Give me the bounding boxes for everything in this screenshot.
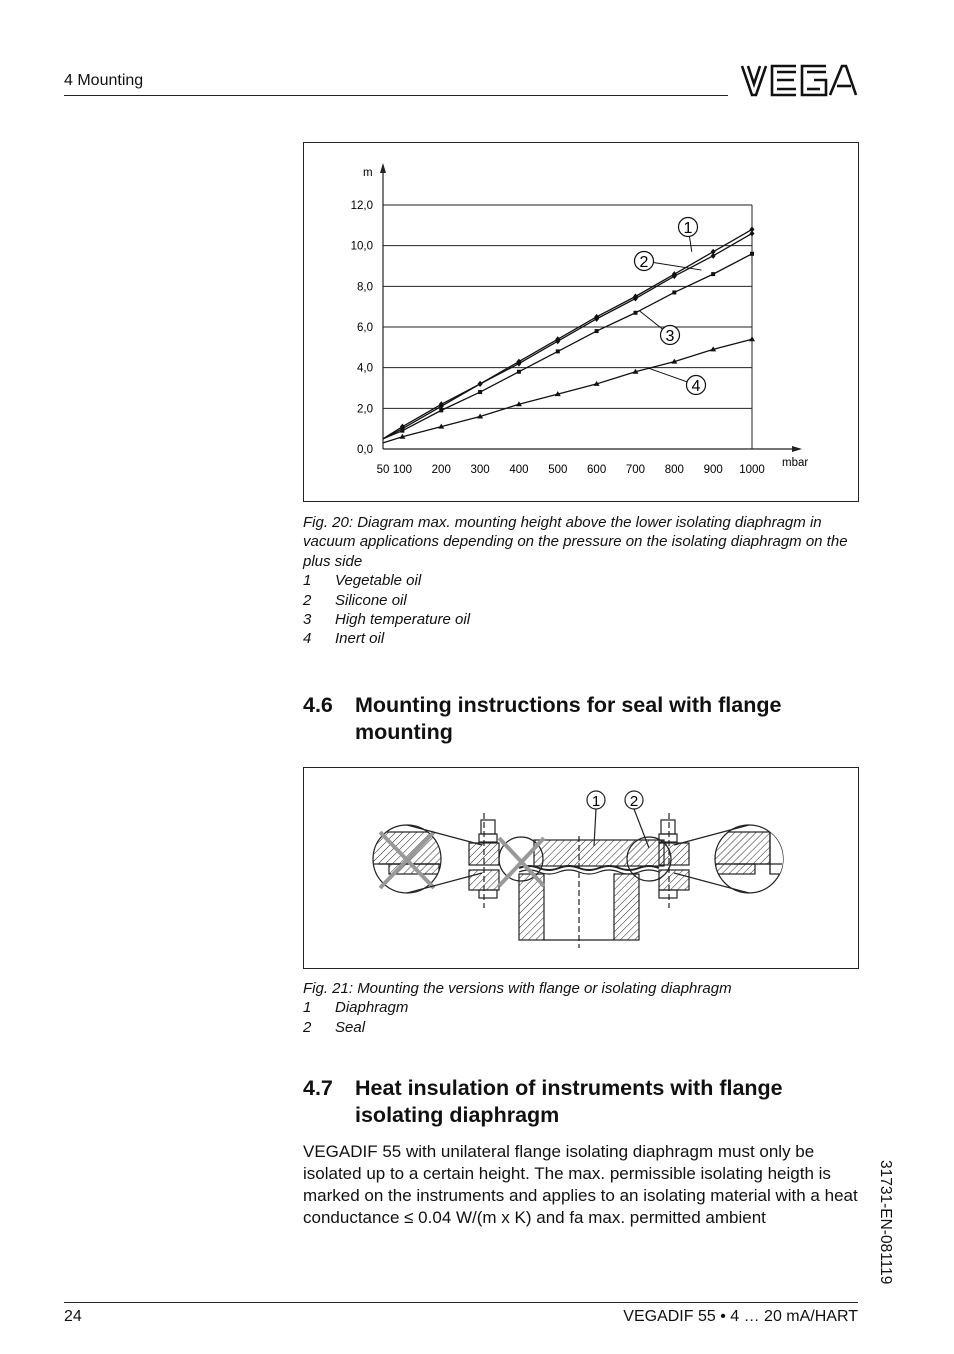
legend-item	[303, 591, 859, 610]
section-number: 4.6	[303, 693, 333, 717]
legend-label: Seal	[335, 1018, 366, 1036]
x-tick-label: 800	[664, 464, 684, 476]
section-heading-4-6	[303, 692, 863, 746]
y-axis-arrow	[380, 163, 386, 173]
legend-item	[303, 629, 859, 648]
legend-num: 1	[303, 572, 312, 590]
legend-num: 4	[303, 630, 312, 648]
data-point	[595, 329, 599, 333]
x-axis-arrow	[792, 446, 802, 452]
figure-21-frame	[303, 767, 859, 969]
y-tick-label: 8,0	[357, 281, 373, 294]
flange-assembly	[469, 813, 689, 948]
data-point	[672, 290, 676, 294]
data-point	[711, 253, 716, 259]
legend-num: 1	[303, 999, 312, 1017]
legend-label: Inert oil	[335, 630, 385, 648]
callout-2: 2	[629, 793, 639, 810]
header-rule	[64, 95, 728, 96]
data-point	[750, 252, 754, 256]
x-tick-label: 300	[470, 464, 490, 476]
document-id-text: 31731-EN-081119	[877, 1160, 894, 1285]
figure-21-legend	[303, 998, 859, 1037]
data-point	[478, 390, 482, 394]
legend-label: Silicone oil	[335, 591, 407, 609]
legend-label: Diaphragm	[335, 999, 409, 1017]
data-point	[750, 230, 755, 236]
figure-20-legend	[303, 571, 859, 649]
x-tick-label: 700	[625, 464, 646, 476]
x-tick-label: 50	[376, 464, 390, 476]
series-callouts	[635, 218, 706, 396]
y-tick-label: 6,0	[357, 322, 373, 334]
data-point	[749, 336, 755, 341]
figure-21-caption: Fig. 21: Mounting the versions with flange or isolating diaphragm	[303, 980, 732, 997]
legend-item	[303, 1018, 859, 1037]
legend-label: Vegetable oil	[335, 572, 422, 590]
y-tick-labels	[351, 200, 373, 456]
x-tick-label: 1000	[739, 464, 765, 476]
x-tick-labels	[377, 464, 765, 476]
legend-num: 3	[303, 611, 312, 629]
y-tick-label: 10,0	[350, 240, 373, 253]
callout-number: 4	[691, 378, 701, 395]
section-title: Heat insulation of instruments with flange isolating diaphragm	[355, 1076, 783, 1127]
section-title: Mounting instructions for seal with flange mounting	[355, 693, 782, 744]
legend-item	[303, 610, 859, 629]
section-number: 4.7	[303, 1076, 333, 1100]
figure-20-caption: Fig. 20: Diagram max. mounting height above the lower isolating diaphragm in vacuum applications depending on the pressure on the isolating diaphragm on the plus side	[303, 514, 848, 570]
flange-mounting-drawing	[304, 768, 858, 968]
y-tick-label: 2,0	[357, 403, 373, 416]
chart-series	[383, 226, 755, 443]
x-tick-label: 600	[587, 464, 607, 476]
figure-21-caption-block	[303, 979, 859, 1037]
data-point	[439, 408, 443, 412]
y-tick-label: 12,0	[350, 200, 373, 212]
callout-leader	[689, 236, 691, 251]
x-tick-label: 200	[431, 464, 451, 476]
y-axis-label: m	[363, 167, 373, 179]
x-tick-label: 400	[509, 464, 529, 476]
data-point	[400, 429, 404, 433]
legend-item	[303, 998, 859, 1017]
series-line	[383, 254, 752, 439]
x-axis-label: mbar	[782, 457, 809, 469]
figure-20-frame	[303, 142, 859, 502]
body-paragraph: VEGADIF 55 with unilateral flange isolating diaphragm must only be isolated up to a certain height. The max. permissible isolating heigth is marked on the instruments and applies to an isolating material with a heat conductance ≤ 0.04 W/(m x K) and fa max. permitted ambient	[303, 1142, 858, 1227]
legend-label: High temperature oil	[335, 611, 471, 629]
right-detail-circle	[715, 825, 788, 893]
y-tick-label: 0,0	[357, 444, 373, 456]
data-point	[517, 370, 521, 374]
legend-num: 2	[303, 1018, 312, 1036]
figure-20-caption-block	[303, 513, 859, 649]
x-tick-label: 500	[548, 464, 568, 476]
data-point	[556, 349, 560, 353]
callout-leader	[647, 368, 687, 382]
x-tick-label: 900	[703, 464, 723, 476]
left-detail-circle	[373, 825, 443, 893]
page-number: 24	[64, 1308, 82, 1325]
running-header-section: 4 Mounting	[64, 72, 144, 89]
max-mounting-height-chart	[304, 143, 858, 501]
legend-num: 2	[303, 591, 312, 609]
data-point	[478, 381, 483, 387]
callout-leader	[639, 311, 662, 329]
document-id	[870, 1160, 900, 1310]
callout-number: 1	[683, 220, 693, 237]
callout-number: 3	[665, 328, 675, 345]
section-heading-4-7	[303, 1075, 863, 1129]
data-point	[633, 311, 637, 315]
callout-1: 1	[591, 793, 601, 810]
callout-number: 2	[639, 254, 649, 271]
x-tick-label: 100	[392, 464, 413, 476]
vega-logo	[740, 64, 858, 98]
y-tick-label: 4,0	[357, 362, 373, 375]
data-point	[711, 272, 715, 276]
footer-rule	[64, 1302, 858, 1303]
footer-product-title: VEGADIF 55 • 4 … 20 mA/HART	[623, 1308, 858, 1325]
legend-item	[303, 571, 859, 590]
